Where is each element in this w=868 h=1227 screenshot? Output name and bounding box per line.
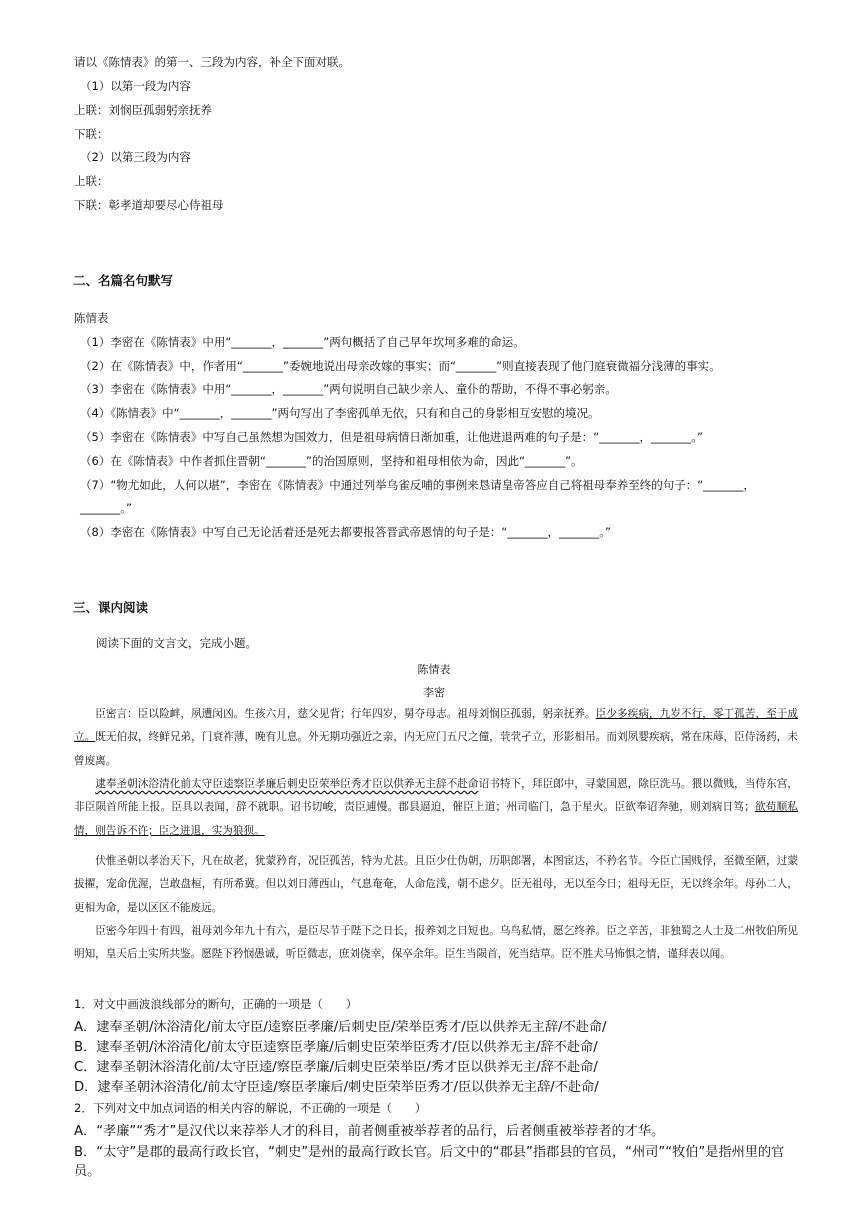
dictation-item-5: （5）李密在《陈情表》中写自己虽然想为国效力，但是祖母病情日渐加重，让他进退两难的句子是：“_______，_______。” [80, 430, 703, 444]
section-heading-reading: 三、课内阅读 [73, 600, 149, 615]
p2-wavy-line: 逮奉圣朝沐浴清化前太守臣逵察臣孝廉后刺史臣荣举臣秀才臣以供养无主辞不赴命 [95, 778, 479, 790]
passage-paragraph-3 [74, 850, 798, 920]
question-2-option-b: B．“太守”是郡的最高行政长官，“刺史”是州的最高行政长官。后文中的“郡县”指郡县的官员，“州司”“牧伯”是指州里的官员。 [74, 1145, 785, 1179]
dictation-item-6: （6）在《陈情表》中作者抓住晋朝“_______”的治国原则，坚持和祖母相依为命，因此“_______”。 [80, 454, 583, 468]
passage-paragraph-2 [74, 773, 798, 843]
couplet-lower-1: 下联： [74, 127, 109, 141]
passage-paragraph-4 [74, 920, 798, 967]
p1-text-a: 臣密言：臣以险衅，夙遭闵凶。生孩六月，慈父见背；行年四岁，舅夺母志。祖母刘悯臣孤弱，躬亲抚养。 [95, 708, 596, 720]
p3-text: 伏惟圣朝以孝治天下，凡在故老，犹蒙矜育，况臣孤苦，特为尤甚。且臣少仕伪朝，历职郎署，本图宦达，不矜名节。今臣亡国贱俘，至微至陋，过蒙拔擢，宠命优渥，岂敢盘桓，有所希冀。但以刘日薄西山，气息奄奄，人命危浅，朝不虑夕。臣无祖母，无以至今日；祖母无臣，无以终余年。母孙二人，更相为命，是以区区不能废远。 [74, 855, 798, 914]
passage-paragraph-1 [74, 703, 798, 773]
couplet-upper-2: 上联： [74, 174, 109, 188]
p4-text: 臣密今年四十有四，祖母刘今年九十有六，是臣尽节于陛下之日长，报养刘之日短也。乌鸟私情，愿乞终养。臣之辛苦，非独蜀之人士及二州牧伯所见明知，皇天后土实所共鉴。愿陛下矜悯愚诚，听臣微志，庶刘侥幸，保卒余年。臣生当陨首，死当结草。臣不胜犬马怖惧之情，谨拜表以闻。 [74, 925, 798, 961]
passage-title: 陈情表 [417, 663, 451, 676]
couplet-instruction: 请以《陈情表》的第一、三段为内容，补全下面对联。 [74, 55, 350, 69]
dictation-item-8: （8）李密在《陈情表》中写自己无论活着还是死去都要报答晋武帝恩情的句子是：“_______，_______。” [80, 525, 611, 539]
dictation-item-3: （3）李密在《陈情表》中用“_______，_______”两句说明自己缺少亲人、童仆的帮助，不得不事必躬亲。 [80, 382, 617, 396]
question-1-option-c: C．逮奉圣朝沐浴清化前/太守臣逵/察臣孝廉/后刺史臣荣举臣/秀才臣以供养无主/辞不赴命/ [74, 1060, 598, 1075]
passage-author: 李密 [423, 686, 445, 699]
question-1-option-b: B．逮奉圣朝/沐浴清化/前太守臣逵察臣孝廉/后刺史臣荣举臣秀才/臣以供养无主/辞不赴命/ [74, 1040, 598, 1055]
p1-underlined: 臣少多疾病，九岁不行，零丁孤苦，至于成立。 [74, 708, 799, 744]
reading-intro: 阅读下面的文言文，完成小题。 [96, 636, 257, 650]
question-2-option-a: A．“孝廉”“秀才”是汉代以来荐举人才的科目，前者侧重被举荐者的品行，后者侧重被举荐者的才华。 [74, 1124, 665, 1139]
question-1-stem: 1．对文中画波浪线部分的断句，正确的一项是（ ） [74, 997, 358, 1011]
question-1-option-a: A．逮奉圣朝/沐浴清化/前太守臣/逵察臣孝廉/后刺史臣/荣举臣秀才/臣以供养无主辞/不赴命/ [74, 1020, 607, 1035]
p2-underlined: 欲苟顺私情，则告诉不许；臣之进退，实为狼狈。 [74, 801, 799, 837]
section-heading-dictation: 二、名篇名句默写 [73, 273, 174, 288]
dictation-item-2: （2）在《陈情表》中，作者用“_______”委婉地说出母亲改嫁的事实；而“_______”则直接表现了他门庭衰微福分浅薄的事实。 [80, 359, 721, 373]
dictation-item-4: （4）《陈情表》中“_______，_______”两句写出了李密孤单无依，只有和自己的身影相互安慰的境况。 [80, 406, 600, 420]
dictation-item-7: （7）“物尤如此，人何以堪”，李密在《陈情表》中通过列举乌雀反哺的事例来恳请皇帝答应自己将祖母奉养至终的句子：“_______， [80, 478, 755, 492]
question-1-option-d: D．逮奉圣朝沐浴清化/前太守臣逵/察臣孝廉后/刺史臣荣举臣秀才/臣以供养无主辞/不赴命/ [74, 1080, 599, 1095]
couplet-upper-1: 上联：刘悯臣孤弱躬亲抚养 [74, 103, 212, 117]
dictation-item-1: （1）李密在《陈情表》中用“_______，_______”两句概括了自己早年坎坷多难的命运。 [80, 335, 525, 349]
couplet-part-2: （2）以第三段为内容 [80, 150, 191, 164]
couplet-part-1: （1）以第一段为内容 [80, 79, 191, 93]
p1-text-b: 既无伯叔，终鲜兄弟，门衰祚薄，晚有儿息。外无期功强近之亲，内无应门五尺之僮，茕茕孑立，形影相吊。而刘夙婴疾病，常在床蓐，臣侍汤药，未曾废离。 [74, 731, 798, 767]
couplet-lower-2: 下联：彰孝道却要尽心侍祖母 [74, 198, 224, 212]
dictation-item-7-cont: _______。” [80, 501, 132, 515]
p2-text: 诏书特下，拜臣郎中，寻蒙国恩，除臣洗马。猥以微贱，当侍东宫，非臣陨首所能上报。臣具以表闻，辞不就职。诏书切峻，责臣逋慢。郡县逼迫，催臣上道；州司临门，急于星火。臣欲奉诏奔驰，则刘病日笃； [74, 778, 799, 814]
dictation-title: 陈情表 [74, 311, 109, 325]
question-2-stem: 2．下列对文中加点词语的相关内容的解说，不正确的一项是（ ） [74, 1101, 427, 1115]
